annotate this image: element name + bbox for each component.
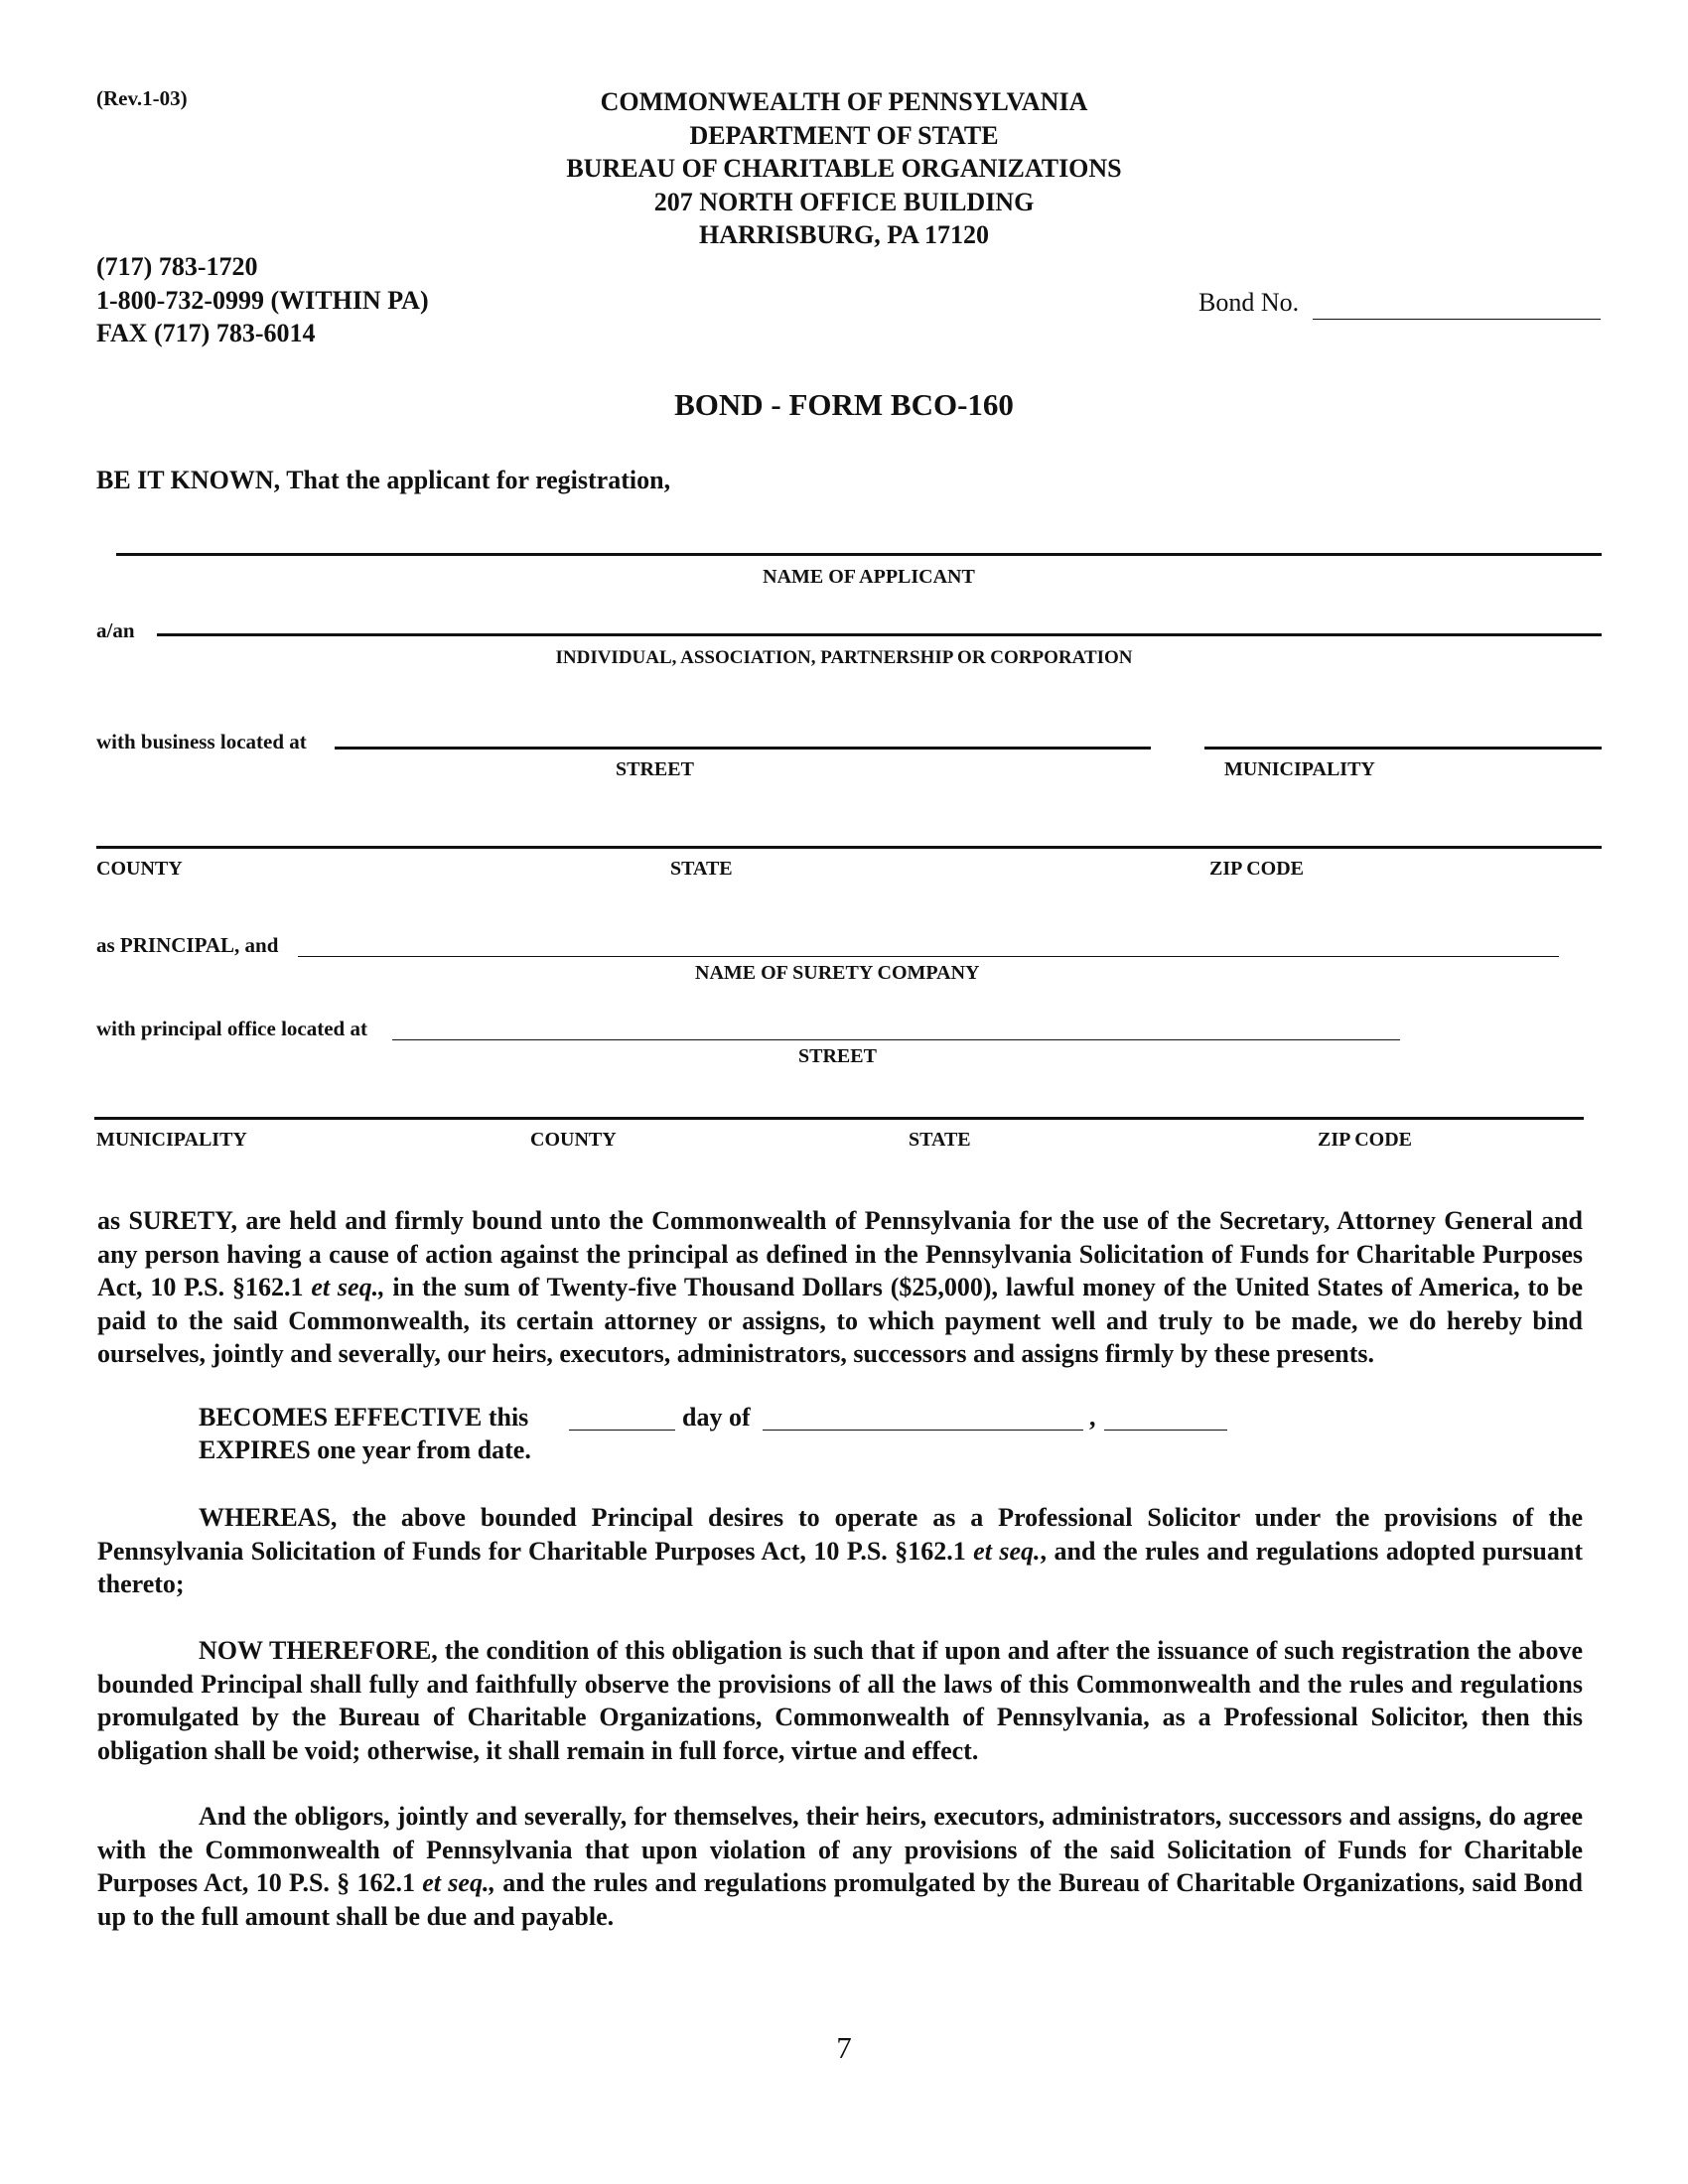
whereas-text-2: , and the rules and regulations adopted pursuant thereto; bbox=[97, 1536, 1584, 1598]
street-label: STREET bbox=[616, 758, 694, 780]
business-located-label: with business located at bbox=[96, 730, 307, 753]
municipality-label: MUNICIPALITY bbox=[1224, 758, 1375, 780]
business-municipality-field[interactable] bbox=[1204, 747, 1602, 750]
obligors-paragraph bbox=[97, 1800, 1583, 1933]
whereas-text-1: WHEREAS, the above bounded Principal desires to operate as a Professional Solicitor under the provisions of the Pennsylvania Solicitation of Funds for Charitable Purposes Act, 10 P.S. §162.1 bbox=[97, 1503, 1583, 1566]
principal-zip-label: ZIP CODE bbox=[1318, 1129, 1413, 1151]
phone-line-1: (717) 783-1720 bbox=[96, 252, 258, 281]
principal-office-street-field[interactable] bbox=[392, 1039, 1400, 1040]
effective-year-field[interactable] bbox=[1104, 1430, 1227, 1431]
surety-paragraph bbox=[97, 1204, 1583, 1371]
state-label: STATE bbox=[670, 858, 733, 880]
effective-day-field[interactable] bbox=[569, 1430, 675, 1431]
business-county-state-zip-field[interactable] bbox=[96, 846, 1602, 849]
a-an-label: a/an bbox=[96, 618, 135, 642]
contact-block bbox=[96, 250, 429, 350]
zip-code-label: ZIP CODE bbox=[1209, 858, 1305, 880]
surety-text-1: as SURETY, are held and firmly bound unto the Commonwealth of Pennsylvania for the use of the Secretary, Attorney General and any person having a cause of action against the principal as defined in the Pennsylvania Solicitation of Funds for Charitable Purposes Act, 10 P.S. §162.1 bbox=[97, 1206, 1583, 1301]
obligors-text-1: And the obligors, jointly and severally, for themselves, their heirs, executors, administrators, successors and assigns, do agree with the Commonwealth of Pennsylvania that upon violation of any provisions of the said Solicitation of Funds for Charitable Purposes Act, 10 P.S. § 162.1 bbox=[97, 1802, 1583, 1897]
bond-number-label: Bond No. bbox=[1198, 288, 1300, 317]
obligors-et-seq: et seq., bbox=[422, 1868, 495, 1897]
as-principal-label: as PRINCIPAL, and bbox=[96, 933, 279, 957]
date-comma: , bbox=[1089, 1403, 1096, 1432]
day-of-label: day of bbox=[682, 1403, 751, 1432]
whereas-paragraph bbox=[97, 1501, 1583, 1601]
entity-type-label: INDIVIDUAL, ASSOCIATION, PARTNERSHIP OR CORPORATION bbox=[555, 647, 1133, 668]
agency-line-4: 207 NORTH OFFICE BUILDING bbox=[653, 187, 1035, 216]
agency-line-3: BUREAU OF CHARITABLE ORGANIZATIONS bbox=[566, 154, 1122, 183]
whereas-et-seq: et seq. bbox=[973, 1536, 1041, 1566]
agency-line-5: HARRISBURG, PA 17120 bbox=[698, 220, 990, 249]
surety-et-seq: et seq., bbox=[311, 1273, 385, 1301]
effective-label: BECOMES EFFECTIVE this bbox=[199, 1403, 529, 1432]
principal-office-address-field[interactable] bbox=[94, 1117, 1584, 1120]
agency-header bbox=[397, 85, 1291, 252]
principal-street-label: STREET bbox=[798, 1045, 877, 1067]
principal-state-label: STATE bbox=[909, 1129, 971, 1151]
now-therefore-paragraph: NOW THEREFORE, the condition of this obligation is such that if upon and after the issuance of such registration the above bounded Principal shall fully and faithfully observe the provisions of all the laws of this Commonwealth and the rules and regulations promulgated by the Bureau of Charitable Organizations, Commonwealth of Pennsylvania, as a Professional Solicitor, then this obligation shall be void; otherwise, it shall remain in full force, virtue and effect. bbox=[97, 1636, 1583, 1765]
surety-company-field[interactable] bbox=[298, 956, 1559, 957]
applicant-name-label: NAME OF APPLICANT bbox=[763, 566, 975, 588]
principal-office-label: with principal office located at bbox=[96, 1017, 367, 1040]
county-label: COUNTY bbox=[96, 858, 183, 880]
page-number: 7 bbox=[836, 2030, 852, 2065]
intro-text: BE IT KNOWN, That the applicant for registration, bbox=[96, 466, 671, 494]
entity-type-field[interactable] bbox=[157, 633, 1602, 636]
phone-line-2: 1-800-732-0999 (WITHIN PA) bbox=[96, 285, 429, 315]
surety-text-2: in the sum of Twenty-five Thousand Dollars ($25,000), lawful money of the United States of America, to be paid to the said Commonwealth, its certain attorney or assigns, to which payment well and truly to be made, we do hereby bind ourselves, jointly and severally, our heirs, executors, administrators, successors and assigns firmly by these presents. bbox=[97, 1273, 1583, 1368]
form-revision: (Rev.1-03) bbox=[96, 86, 188, 110]
business-street-field[interactable] bbox=[335, 747, 1151, 750]
obligors-text-2: and the rules and regulations promulgated by the Bureau of Charitable Organizations, said Bond up to the full amount shall be due and payable. bbox=[97, 1868, 1583, 1931]
expires-text: EXPIRES one year from date. bbox=[199, 1435, 531, 1464]
form-title: BOND - FORM BCO-160 bbox=[674, 387, 1014, 422]
applicant-name-field[interactable] bbox=[116, 553, 1602, 556]
agency-line-2: DEPARTMENT OF STATE bbox=[689, 120, 999, 150]
fax-line: FAX (717) 783-6014 bbox=[96, 319, 316, 347]
agency-line-1: COMMONWEALTH OF PENNSYLVANIA bbox=[600, 87, 1088, 116]
bond-number-field[interactable] bbox=[1313, 319, 1601, 320]
principal-municipality-label: MUNICIPALITY bbox=[96, 1129, 247, 1151]
effective-month-field[interactable] bbox=[763, 1430, 1083, 1431]
principal-county-label: COUNTY bbox=[530, 1129, 617, 1151]
surety-company-label: NAME OF SURETY COMPANY bbox=[695, 962, 980, 984]
